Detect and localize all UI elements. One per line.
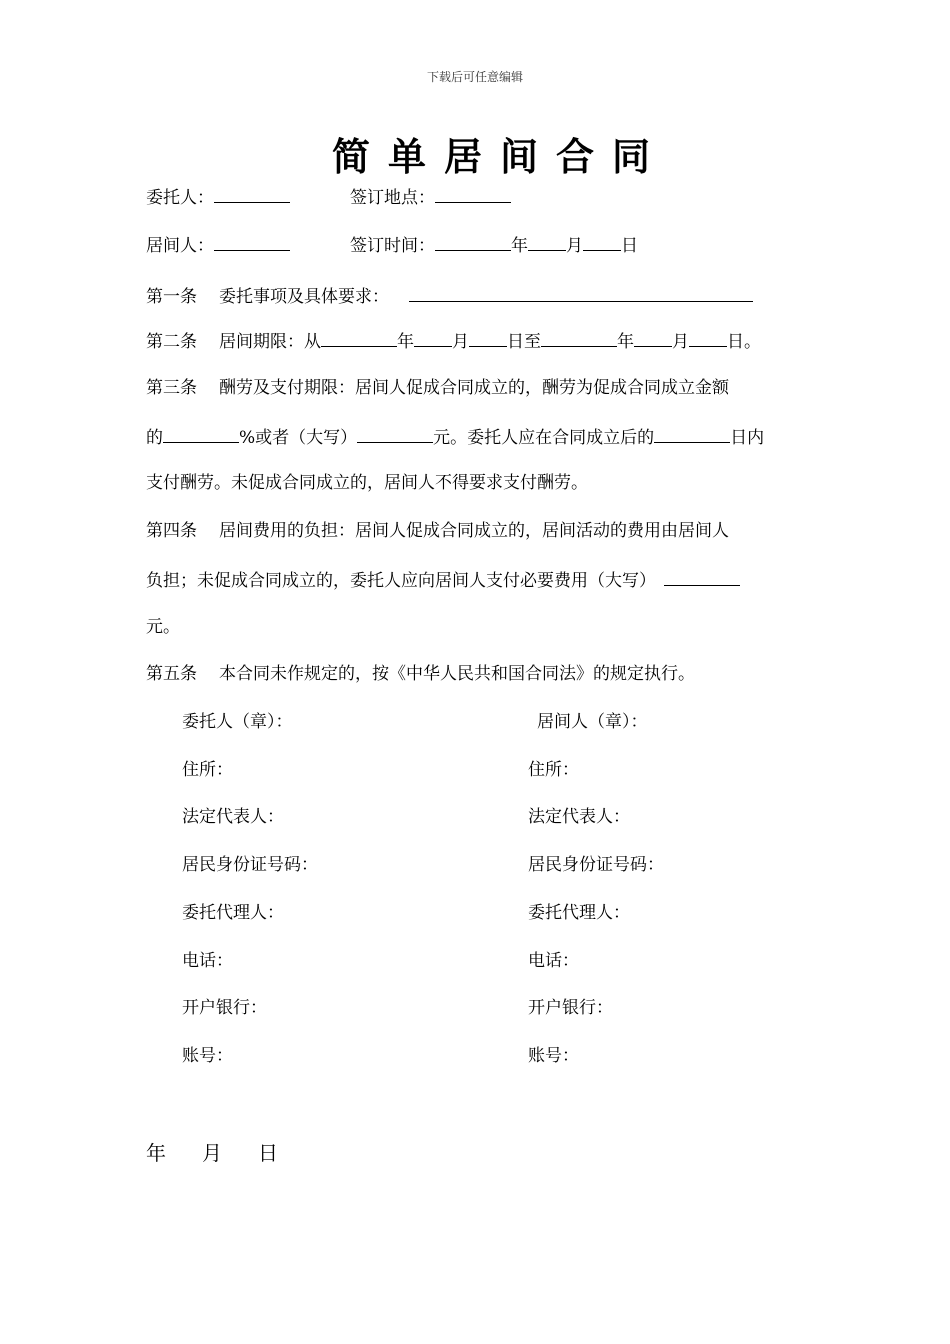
- client-line: [146, 184, 511, 210]
- expense-blank[interactable]: [664, 567, 740, 586]
- article-3-label: 第三条: [146, 378, 197, 398]
- article-2-text: 居间期限：从: [219, 332, 321, 352]
- article-3-text: 的: [146, 428, 163, 448]
- article-3-text: 元。委托人应在合同成立后的: [433, 428, 655, 448]
- month-label: 月: [672, 332, 689, 352]
- left-address-label: 住所：: [182, 760, 233, 780]
- right-id-number-label: 居民身份证号码：: [528, 855, 664, 875]
- broker-label: 居间人：: [146, 236, 214, 256]
- client-label: 委托人：: [146, 188, 214, 208]
- document-title: 简单居间合同: [331, 134, 668, 179]
- sign-day-blank[interactable]: [583, 232, 621, 251]
- month-label: 月: [566, 236, 583, 256]
- broker-line: [146, 232, 638, 258]
- day-end-label: 日。: [727, 332, 761, 352]
- article-3-line-3: [146, 471, 588, 495]
- article-4-text: 元。: [146, 617, 180, 637]
- article-3-line-1: [146, 376, 729, 400]
- sign-month-blank[interactable]: [528, 232, 566, 251]
- article-2: [146, 328, 761, 354]
- sign-time-label: 签订时间：: [350, 236, 435, 256]
- period-start-day-blank[interactable]: [469, 328, 507, 347]
- article-1-label: 第一条: [146, 287, 197, 307]
- article-4-line-2: [146, 567, 740, 593]
- left-account-label: 账号：: [182, 1046, 233, 1066]
- right-phone-label: 电话：: [528, 951, 579, 971]
- article-1-text: 委托事项及具体要求：: [219, 287, 389, 307]
- article-4-label: 第四条: [146, 521, 197, 541]
- right-account-label: 账号：: [528, 1046, 579, 1066]
- period-end-month-blank[interactable]: [634, 328, 672, 347]
- year-label: 年: [511, 236, 528, 256]
- amount-words-blank[interactable]: [357, 424, 433, 443]
- days-blank[interactable]: [654, 424, 730, 443]
- right-party-label: 居间人（章）：: [537, 712, 648, 732]
- right-legal-rep-label: 法定代表人：: [528, 807, 630, 827]
- left-phone-label: 电话：: [182, 951, 233, 971]
- footer-day: 日: [258, 1141, 278, 1165]
- broker-blank[interactable]: [214, 232, 290, 251]
- day-label: 日: [621, 236, 638, 256]
- month-label: 月: [452, 332, 469, 352]
- client-blank[interactable]: [214, 184, 290, 203]
- footer-date: [146, 1137, 278, 1166]
- right-address-label: 住所：: [528, 760, 579, 780]
- article-2-label: 第二条: [146, 332, 197, 352]
- article-5-label: 第五条: [146, 664, 197, 684]
- day-to-label: 日至: [507, 332, 541, 352]
- article-3-text: 日内: [730, 428, 765, 448]
- footer-month: 月: [202, 1141, 222, 1165]
- article-4-line-1: [146, 519, 729, 543]
- sign-place-label: 签订地点：: [350, 188, 435, 208]
- article-3-text: 支付酬劳。未促成合同成立的，居间人不得要求支付酬劳。: [146, 473, 588, 493]
- year-label: 年: [617, 332, 634, 352]
- period-start-month-blank[interactable]: [414, 328, 452, 347]
- article-4-line-3: [146, 615, 180, 639]
- article-4-text: 居间费用的负担：居间人促成合同成立的，居间活动的费用由居间人: [219, 521, 729, 541]
- percent-blank[interactable]: [163, 424, 239, 443]
- footer-year: 年: [146, 1141, 166, 1165]
- left-bank-label: 开户银行：: [182, 998, 267, 1018]
- article-5: [146, 662, 695, 686]
- right-bank-label: 开户银行：: [528, 998, 613, 1018]
- article-3-line-2: [146, 424, 764, 450]
- left-party-label: 委托人（章）：: [182, 712, 293, 732]
- sign-place-blank[interactable]: [435, 184, 511, 203]
- period-end-year-blank[interactable]: [541, 328, 617, 347]
- left-legal-rep-label: 法定代表人：: [182, 807, 284, 827]
- article-1-blank[interactable]: [409, 283, 753, 302]
- right-agent-label: 委托代理人：: [528, 903, 630, 923]
- sign-year-blank[interactable]: [435, 232, 511, 251]
- article-5-text: 本合同未作规定的，按《中华人民共和国合同法》的规定执行。: [219, 664, 695, 684]
- header-note: 下载后可任意编辑: [426, 70, 523, 84]
- article-3-text: 酬劳及支付期限：居间人促成合同成立的，酬劳为促成合同成立金额: [219, 378, 729, 398]
- year-label: 年: [397, 332, 414, 352]
- article-1: [146, 283, 753, 309]
- period-start-year-blank[interactable]: [321, 328, 397, 347]
- period-end-day-blank[interactable]: [689, 328, 727, 347]
- article-4-text: 负担；未促成合同成立的，委托人应向居间人支付必要费用（大写）: [146, 571, 656, 591]
- left-agent-label: 委托代理人：: [182, 903, 284, 923]
- left-id-number-label: 居民身份证号码：: [182, 855, 318, 875]
- article-3-text: %或者（大写）: [239, 428, 358, 448]
